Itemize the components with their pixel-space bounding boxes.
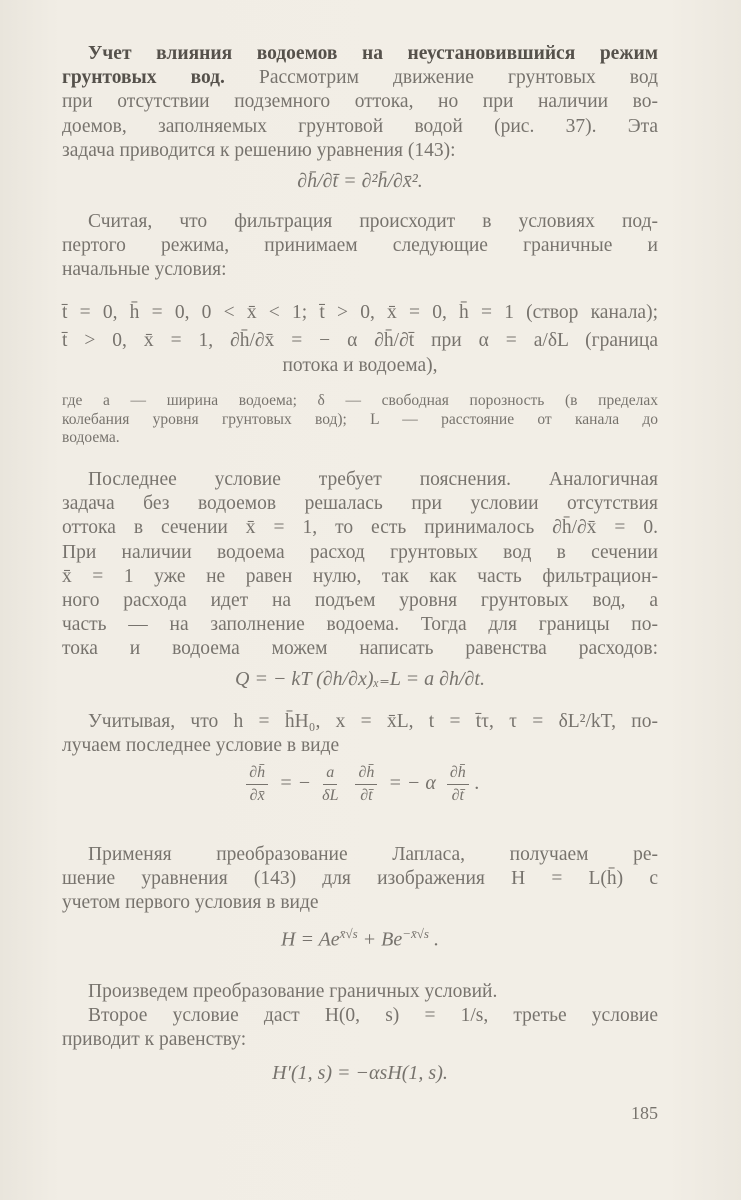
boundary-conditions xyxy=(62,298,658,378)
fraction: $\frac{\partial h̄}{\partial x̄}$ xyxy=(246,764,268,805)
text-line: доемов, заполняемых грунтовой водой (рис. 37). Эта xyxy=(62,115,658,137)
section-heading: Учет влияния водоемов на неустановившийся режим xyxy=(88,43,658,64)
text-line: ного расхода идет на подъем уровня грунтовых вод, а xyxy=(62,589,658,611)
paragraph-explanation xyxy=(62,468,658,662)
text-line: задача приводится к решению уравнения (143): xyxy=(62,139,456,161)
fraction: $\frac{\partial h̄}{\partial t̄}$ xyxy=(447,764,469,805)
section-heading-cont: грунтовых вод. xyxy=(62,67,225,89)
fraction: $\frac{\partial h̄}{\partial t̄}$ xyxy=(355,764,377,805)
text-line: Применяя преобразование Лапласа, получаем ре- xyxy=(88,844,658,865)
text-line: лучаем последнее условие в виде xyxy=(62,735,340,757)
text-line: При наличии водоема расход грунтовых вод в сечении xyxy=(62,541,658,563)
equation-flow: Q = − kT (∂h/∂x)ₓ₌L = a ∂h/∂t. xyxy=(235,668,485,690)
paragraph-laplace xyxy=(62,843,658,916)
text-line: часть — на заполнение водоема. Тогда для границы по- xyxy=(62,614,658,636)
text-line: Учитывая, что h = h̄H₀, x = x̄L, t = t̄τ, τ = δL²/kT, по- xyxy=(88,711,658,732)
equation-solution: $H = Ae^{x̄√s} + Be^{-x̄√s}$ . xyxy=(281,926,439,951)
text-line: грунтовых вод. Рассмотрим движение грунтовых вод xyxy=(62,67,658,89)
paragraph-intro xyxy=(62,42,658,163)
condition-line: t̄ = 0, h̄ = 0, 0 < x̄ < 1; t̄ > 0, x̄ = 0, h̄ = 1 (створ канала); xyxy=(62,302,658,323)
fraction: $\frac{a}{\delta L}$ xyxy=(322,764,339,804)
text-line: шение уравнения (143) для изображения H = L(h̄) с xyxy=(62,868,658,890)
footnote-line: где a — ширина водоема; δ — свободная порозность (в пределах xyxy=(62,392,658,409)
page-number: 185 xyxy=(631,1103,658,1123)
equation-143: ∂h̄/∂t̄ = ∂²h̄/∂x̄². xyxy=(297,170,423,192)
condition-line: t̄ > 0, x̄ = 1, ∂h̄/∂x̄ = − α ∂h̄/∂t̄ при α = a/δL (граница xyxy=(62,330,658,351)
text-line: Второе условие даст H(0, s) = 1/s, третье условие xyxy=(88,1005,658,1027)
text-line: оттока в сечении x̄ = 1, то есть принималось ∂h̄/∂x̄ = 0. xyxy=(62,517,658,539)
text-line: при отсутствии подземного оттока, но при наличии во- xyxy=(62,91,658,113)
heading-line xyxy=(62,42,658,66)
footnote-line: водоема. xyxy=(62,429,120,446)
text-line: x̄ = 1 уже не равен нулю, так как часть фильтрацион- xyxy=(62,565,658,587)
equation-fraction: $\frac{\partial h̄}{\partial x̄}$ = − $\frac{a}{\delta L}$ $\frac{\partial h̄}{\partial t̄}$ = − α $\frac{\partial h̄}{\partial t̄}$ . xyxy=(62,764,658,805)
paragraph-transform xyxy=(62,980,658,1053)
condition-line: потока и водоема), xyxy=(282,355,438,376)
paragraph-substitution xyxy=(62,710,658,758)
text-line: тока и водоема можем написать равенства расходов: xyxy=(62,638,658,660)
footnote xyxy=(62,392,658,448)
equation-boundary: H′(1, s) = −αsH(1, s). xyxy=(272,1062,448,1084)
text-line: приводит к равенству: xyxy=(62,1029,247,1051)
footnote-line: колебания уровня грунтовых вод); L — расстояние от канала до xyxy=(62,410,658,428)
text-line: начальные условия: xyxy=(62,259,227,281)
text-line: пертого режима, принимаем следующие граничные и xyxy=(62,235,658,257)
text-line: Произведем преобразование граничных условий. xyxy=(88,981,498,1002)
text-line: учетом первого условия в виде xyxy=(62,892,319,914)
text-line: Считая, что фильтрация происходит в условиях под- xyxy=(88,211,658,232)
text-line: Последнее условие требует пояснения. Аналогичная xyxy=(88,469,658,490)
text-line: задача без водоемов решалась при условии отсутствия xyxy=(62,493,658,515)
paragraph-conditions-intro xyxy=(62,210,658,283)
